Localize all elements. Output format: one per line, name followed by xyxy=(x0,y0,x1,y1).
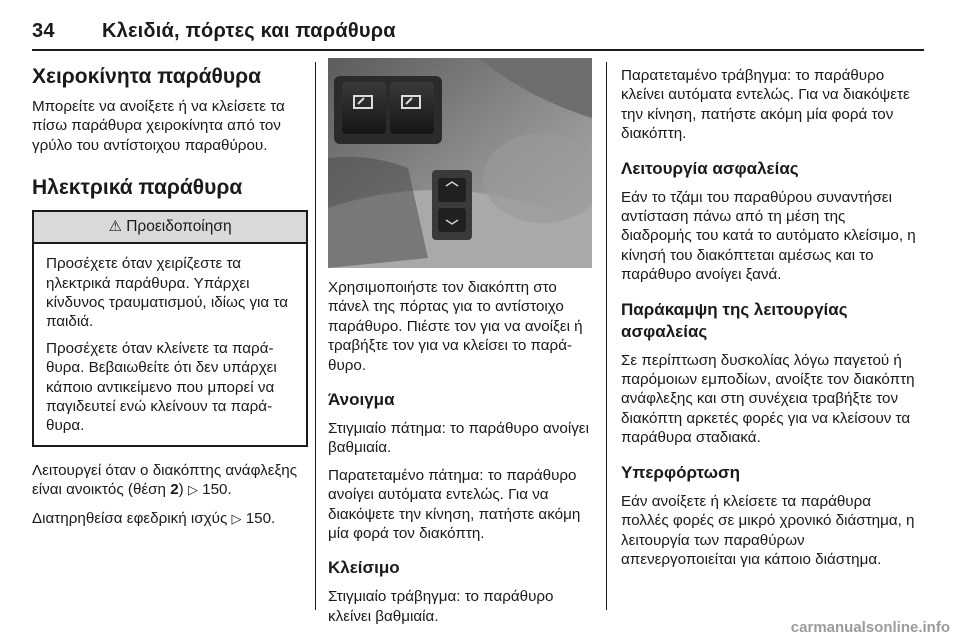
paragraph-override-safety: Σε περίπτωση δυσκολίας λόγω παγετού ή παρόμοιων εμποδίων, ανοίξτε τον διακόπτη ανάφλεξης και στη συνέχεια τραβήξτε τον διακόπτη αρκετές φορές για να κλείσουν τα παράθυρα σταδιακά. xyxy=(621,351,915,447)
paragraph-manual-windows: Μπορείτε να ανοίξετε ή να κλείσετε τα πίσω παράθυρα χειροκίνητα από τον γρύλο του αντίστοιχου παραθύρου. xyxy=(32,98,285,154)
paragraph-safety-function: Εάν το τζάμι του παραθύρου συναντήσει αντίσταση πάνω από τη μέση της διαδρομής του κατά το αυτόματο κλείσιμο, η κίνησή του διακόπτεται αμέσως και το παράθυρο ανοίγει ξανά. xyxy=(621,188,916,284)
paragraph-delay xyxy=(32,509,308,529)
warning-header xyxy=(34,212,306,244)
page-reference-icon: ▷ xyxy=(187,483,198,499)
paragraph-close-long: Παρατεταμένο τράβηγμα: το παράθυρο κλείνει αυτόματα εντελώς. Για να διακόψετε την κίνηση, πατήστε ακόμη μία φορά τον διακόπτη. xyxy=(621,67,910,143)
paragraph-open-long: Παρατεταμένο πάτημα: το παράθυρο ανοίγει αυτόματα εντελώς. Για να διακόψετε την κίνηση, πατήστε ακόμη μία φορά τον διακόπτη. xyxy=(328,466,581,543)
paragraph-open-short: Στιγμιαίο πάτημα: το παράθυρο ανοίγει βαθμιαία. xyxy=(328,420,589,457)
page-reference-icon: ▷ xyxy=(231,511,242,527)
paragraph-overload: Εάν ανοίξετε ή κλείσετε τα παράθυρα πολλές φορές σε μικρό χρονικό διάστημα, η λειτουργία των παραθύρων απενεργοποιείται για κάποιο διάστημα. xyxy=(621,492,915,568)
warning-paragraph-2: Προσέχετε όταν κλείνετε τα παράθυρα. Βεβαιωθείτε ότι δεν υπάρχει κάποιο αντικείμενο που μπορεί να παγιδευτεί ενώ κλείνουν τα παράθυρα. xyxy=(46,339,277,435)
page-title: Κλειδιά, πόρτες και παράθυρα xyxy=(102,20,396,42)
page-header xyxy=(32,20,396,43)
column-divider-1 xyxy=(315,62,316,610)
heading-override-safety: Παράκαμψη της λειτουργίας ασφαλείας xyxy=(621,299,848,341)
page-number: 34 xyxy=(32,20,55,42)
warning-triangle-icon: ⚠ xyxy=(108,218,122,236)
ignition-text-end: ) xyxy=(178,481,188,499)
column-2 xyxy=(328,58,592,634)
warning-box xyxy=(32,210,308,447)
page-reference: 150. xyxy=(241,509,276,527)
delay-text: Διατηρηθείσα εφεδρική ισχύς xyxy=(32,509,232,527)
warning-title: Προειδοποίηση xyxy=(126,218,232,236)
heading-overload: Υπερφόρτωση xyxy=(621,462,741,482)
column-1 xyxy=(32,58,308,537)
paragraph-ignition xyxy=(32,461,308,501)
paragraph-close-short: Στιγμιαίο τράβηγμα: το παράθυρο κλείνει βαθμιαία. xyxy=(328,588,554,625)
heading-safety-function: Λειτουργία ασφαλείας xyxy=(621,158,799,178)
window-switch-photo xyxy=(328,58,592,268)
heading-manual-windows: Χειροκίνητα παράθυρα xyxy=(32,65,261,88)
paragraph-use-switch: Χρησιμοποιήστε τον διακόπτη στο πάνελ της πόρτας για το αντίστοιχο παράθυρο. Πιέστε τον για να ανοίξει ή τραβήξτε τον για να κλείσει το παράθυρο. xyxy=(328,279,583,374)
warning-paragraph-1: Προσέχετε όταν χειρίζεστε τα ηλεκτρικά παράθυρα. Υπάρχει κίνδυνος τραυματισμού, ιδίως για τα παιδιά. xyxy=(46,255,288,331)
column-3 xyxy=(621,58,919,577)
ignition-position: 2 xyxy=(170,481,179,499)
heading-opening: Άνοιγμα xyxy=(328,390,395,410)
column-divider-2 xyxy=(606,62,607,610)
warning-body xyxy=(34,244,306,445)
header-rule xyxy=(32,49,924,51)
page-reference: 150. xyxy=(197,481,232,499)
heading-electric-windows: Ηλεκτρικά παράθυρα xyxy=(32,176,243,200)
watermark: carmanualsonline.info xyxy=(790,619,950,636)
heading-closing: Κλείσιμο xyxy=(328,558,400,578)
ignition-text: Λειτουργεί όταν ο διακόπτης ανάφλεξης είναι ανοικτός (θέση xyxy=(32,461,298,499)
